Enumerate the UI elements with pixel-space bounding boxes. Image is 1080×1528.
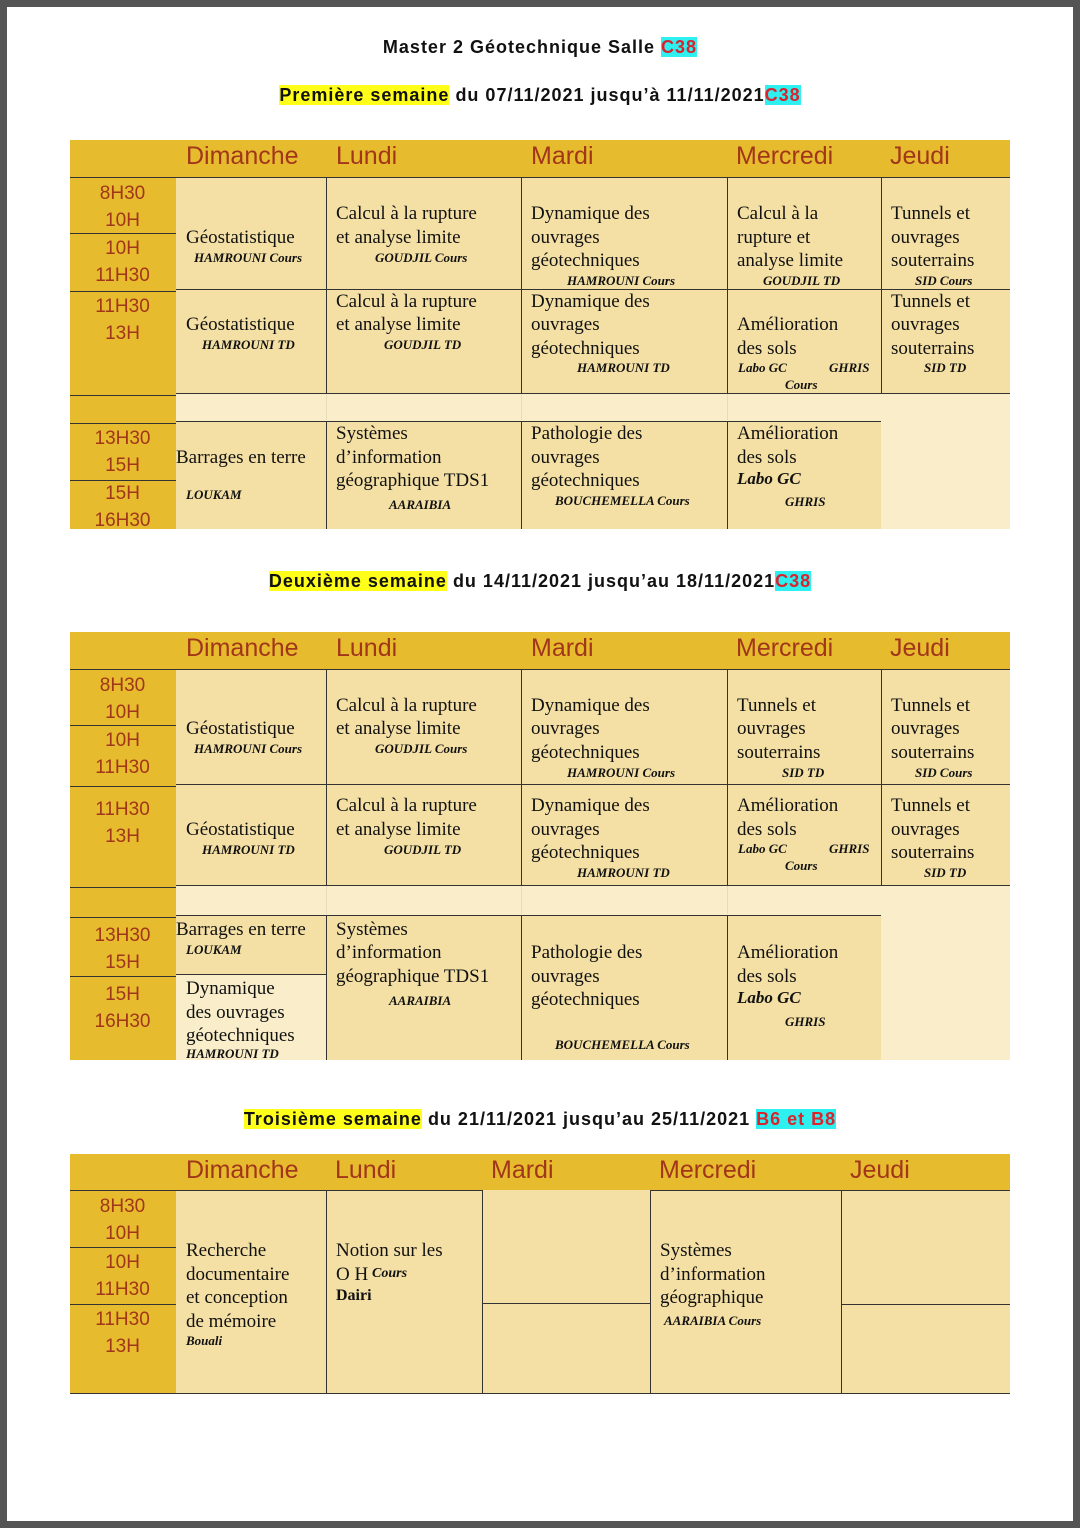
teacher: Bouali <box>186 1333 223 1348</box>
time-label: 13H <box>105 826 140 847</box>
time-label: 8H30 <box>99 1196 146 1217</box>
subject: des ouvrages <box>186 1002 285 1023</box>
day-header-jeudi: Jeudi <box>890 142 950 170</box>
subject: Systèmes <box>336 423 408 444</box>
time-label: 10H <box>105 210 140 231</box>
time-label: 10H <box>105 1223 140 1244</box>
w3-mardi <box>482 1190 650 1394</box>
time-label: 15H <box>105 984 140 1005</box>
subject: et analyse limite <box>336 227 461 248</box>
divider <box>70 395 176 396</box>
subject: Tunnels et <box>891 203 971 224</box>
divider <box>521 394 522 420</box>
subject: Calcul à la rupture <box>336 291 477 312</box>
subject: d’information <box>336 942 442 963</box>
divider <box>326 394 327 420</box>
time-label: 16H30 <box>94 1011 151 1032</box>
week2-label: Deuxième semaine <box>268 571 447 591</box>
subject: Amélioration <box>737 942 839 963</box>
time-label: 10H <box>105 702 140 723</box>
teacher: BOUCHEMELLA Cours <box>555 1037 690 1052</box>
subject: géotechniques <box>531 742 640 763</box>
divider <box>521 886 522 914</box>
w2-break-row <box>176 886 881 916</box>
subject: et analyse limite <box>336 718 461 739</box>
subject: des sols <box>737 338 797 359</box>
divider <box>70 786 176 787</box>
subject: analyse limite <box>737 250 844 271</box>
teacher: AARAIBIA <box>389 497 452 512</box>
subject: Pathologie des <box>531 423 643 444</box>
teacher: GHRIS <box>829 360 870 375</box>
w2-b-mardi <box>521 785 727 886</box>
teacher: GHRIS <box>829 841 870 856</box>
w1-jeudi-empty <box>881 394 1010 529</box>
divider <box>483 1303 650 1304</box>
divider <box>70 1304 176 1305</box>
w2-a-mardi <box>521 669 727 785</box>
subject: Tunnels et <box>891 291 971 312</box>
teacher: Cours <box>372 1266 408 1281</box>
w1-c-dimanche <box>176 422 326 529</box>
week3-range: du 21/11/2021 jusqu’au 25/11/2021 <box>427 1109 751 1129</box>
subject: géotechniques <box>531 250 640 271</box>
week1-label: Première semaine <box>279 85 450 105</box>
teacher: SID TD <box>782 765 825 780</box>
w3-mercredi <box>650 1190 841 1394</box>
time-label: 13H30 <box>94 925 151 946</box>
day-header-jeudi: Jeudi <box>850 1156 910 1184</box>
teacher: GOUDJIL TD <box>763 273 841 288</box>
divider <box>727 394 728 420</box>
week3-room-badge: B6 et B8 <box>756 1109 837 1129</box>
subject: des sols <box>737 819 797 840</box>
week1-room-badge: C38 <box>764 85 801 105</box>
w2-c-mardi <box>521 916 727 1060</box>
w1-a-mercredi <box>727 177 881 290</box>
divider <box>70 725 176 726</box>
w2-b-dimanche <box>176 785 326 886</box>
teacher: SID TD <box>924 360 967 375</box>
teacher: GOUDJIL Cours <box>375 250 468 265</box>
subject: géographique TDS1 <box>336 966 490 987</box>
subject: Tunnels et <box>891 795 971 816</box>
subject: des sols <box>737 966 797 987</box>
subject: ouvrages <box>891 314 960 335</box>
subject: Dynamique des <box>531 695 650 716</box>
subject: géotechniques <box>531 989 640 1010</box>
subject: d’information <box>660 1264 766 1285</box>
w2-b-mercredi <box>727 785 881 886</box>
subject: ouvrages <box>531 718 600 739</box>
subject: Calcul à la rupture <box>336 203 477 224</box>
day-header-mardi: Mardi <box>531 634 594 662</box>
subject: ouvrages <box>737 718 806 739</box>
subject: et analyse limite <box>336 819 461 840</box>
title-room-badge: C38 <box>661 37 698 57</box>
divider <box>70 423 176 424</box>
teacher: HAMROUNI Cours <box>194 250 303 265</box>
time-label: 13H <box>105 1336 140 1357</box>
day-header-mardi: Mardi <box>491 1156 554 1184</box>
subject: souterrains <box>891 338 975 359</box>
subject: ouvrages <box>891 819 960 840</box>
time-label: 11H30 <box>95 757 150 778</box>
week3-time-column <box>70 1190 176 1394</box>
teacher: SID Cours <box>915 273 973 288</box>
week2-room-badge: C38 <box>775 571 812 591</box>
day-header-jeudi: Jeudi <box>890 634 950 662</box>
day-header-lundi: Lundi <box>335 1156 397 1184</box>
subject: ouvrages <box>531 227 600 248</box>
page <box>7 7 1073 1521</box>
w1-b-mardi <box>521 290 727 394</box>
subject: Dynamique des <box>531 203 650 224</box>
subject: des sols <box>737 447 797 468</box>
w2-a-lundi <box>326 669 521 785</box>
subject: Calcul à la rupture <box>336 795 477 816</box>
teacher: HAMROUNI TD <box>202 337 295 352</box>
w2-jeudi-empty <box>881 886 1010 1060</box>
w1-b-mercredi <box>727 290 881 394</box>
subject: ouvrages <box>531 966 600 987</box>
day-header-mercredi: Mercredi <box>736 142 834 170</box>
subject: ouvrages <box>531 819 600 840</box>
week2-header-row <box>70 632 1010 669</box>
subject: et analyse limite <box>336 314 461 335</box>
teacher: HAMROUNI TD <box>202 842 295 857</box>
w1-a-lundi <box>326 177 521 290</box>
time-label: 11H30 <box>95 1309 150 1330</box>
subject: Amélioration <box>737 314 839 335</box>
teacher: Cours <box>785 377 818 392</box>
week2-heading <box>7 571 1073 592</box>
subject: Calcul à la rupture <box>336 695 477 716</box>
subject: Pathologie des <box>531 942 643 963</box>
w1-a-mardi <box>521 177 727 290</box>
subject: documentaire <box>186 1264 290 1285</box>
document-title <box>7 37 1073 58</box>
subject: Géostatistique <box>186 227 295 248</box>
time-label: 10H <box>105 238 140 259</box>
teacher: GHRIS <box>785 1014 826 1029</box>
subject: Systèmes <box>336 919 408 940</box>
subject: et conception <box>186 1287 288 1308</box>
subject: géotechniques <box>531 338 640 359</box>
week2-table <box>70 632 1010 1060</box>
day-header-dimanche: Dimanche <box>186 1156 299 1184</box>
divider <box>326 886 327 914</box>
teacher: Labo GC <box>738 841 787 856</box>
teacher: LOUKAM <box>186 487 242 502</box>
day-header-dimanche: Dimanche <box>186 142 299 170</box>
subject: Barrages en terre <box>176 919 306 940</box>
time-label: 8H30 <box>99 183 146 204</box>
teacher: HAMROUNI TD <box>577 360 670 375</box>
teacher: Cours <box>785 858 818 873</box>
w2-c-lundi <box>326 916 521 1060</box>
teacher: BOUCHEMELLA Cours <box>555 493 690 508</box>
divider <box>70 233 176 234</box>
subject: géographique <box>660 1287 764 1308</box>
teacher: HAMROUNI Cours <box>567 765 676 780</box>
teacher: AARAIBIA Cours <box>664 1313 762 1328</box>
subject: Dynamique des <box>531 291 650 312</box>
week3-heading <box>7 1109 1073 1130</box>
teacher: GOUDJIL TD <box>384 842 462 857</box>
teacher: GOUDJIL TD <box>384 337 462 352</box>
w2-a-jeudi <box>881 669 1010 785</box>
teacher: Labo GC <box>737 988 801 1007</box>
day-header-lundi: Lundi <box>336 142 398 170</box>
w2-a-dimanche <box>176 669 326 785</box>
w1-a-jeudi <box>881 177 1010 290</box>
subject: O H <box>336 1264 369 1285</box>
subject: Dynamique des <box>531 795 650 816</box>
title-text: Master 2 Géotechnique Salle <box>382 37 656 57</box>
w1-c-mardi <box>521 422 727 529</box>
w2-a-mercredi <box>727 669 881 785</box>
subject: Calcul à la <box>737 203 819 224</box>
time-label: 16H30 <box>94 510 151 529</box>
time-label: 15H <box>105 952 140 973</box>
subject: d’information <box>336 447 442 468</box>
subject: souterrains <box>891 742 975 763</box>
teacher: LOUKAM <box>186 942 242 957</box>
time-label: 11H30 <box>95 265 150 286</box>
week2-range: du 14/11/2021 jusqu’au 18/11/2021 <box>452 571 776 591</box>
time-label: 15H <box>105 483 140 504</box>
subject: Géostatistique <box>186 718 295 739</box>
subject: souterrains <box>891 250 975 271</box>
subject: Géostatistique <box>186 314 295 335</box>
w2-c-dimanche-2 <box>176 975 326 1060</box>
week1-time-column <box>70 177 176 529</box>
w2-c-dimanche-1 <box>176 916 326 975</box>
teacher: GHRIS <box>785 494 826 509</box>
week3-header-row <box>70 1154 1010 1190</box>
teacher: HAMROUNI Cours <box>194 741 303 756</box>
subject: Recherche <box>186 1240 267 1261</box>
time-label: 15H <box>105 455 140 476</box>
time-label: 11H30 <box>95 296 150 317</box>
teacher: GOUDJIL Cours <box>375 741 468 756</box>
teacher: AARAIBIA <box>389 993 452 1008</box>
subject: ouvrages <box>891 227 960 248</box>
w1-b-dimanche <box>176 290 326 394</box>
subject: géographique TDS1 <box>336 470 490 491</box>
teacher: HAMROUNI TD <box>186 1046 279 1060</box>
w2-b-lundi <box>326 785 521 886</box>
week1-header-row <box>70 140 1010 177</box>
time-label: 10H <box>105 1252 140 1273</box>
week2-time-column <box>70 669 176 1060</box>
time-label: 11H30 <box>95 799 150 820</box>
time-label: 8H30 <box>99 675 146 696</box>
divider <box>727 886 728 914</box>
teacher: Dairi <box>336 1287 372 1304</box>
subject: ouvrages <box>531 447 600 468</box>
divider <box>70 917 176 918</box>
week1-table <box>70 140 1010 529</box>
subject: ouvrages <box>531 314 600 335</box>
w3-jeudi <box>841 1190 1010 1394</box>
subject: ouvrages <box>891 718 960 739</box>
subject: géotechniques <box>531 470 640 491</box>
week3-table <box>70 1154 1010 1394</box>
w3-dimanche <box>176 1190 326 1394</box>
time-label: 10H <box>105 730 140 751</box>
subject: Amélioration <box>737 423 839 444</box>
subject: souterrains <box>737 742 821 763</box>
w1-a-dimanche <box>176 177 326 290</box>
w3-lundi <box>326 1190 482 1394</box>
w1-c-mercredi <box>727 422 881 529</box>
divider <box>70 887 176 888</box>
divider <box>70 976 176 977</box>
subject: de mémoire <box>186 1311 277 1332</box>
week3-label: Troisième semaine <box>243 1109 422 1129</box>
divider <box>70 1247 176 1248</box>
teacher: Labo GC <box>738 360 787 375</box>
day-header-mercredi: Mercredi <box>736 634 834 662</box>
subject: Amélioration <box>737 795 839 816</box>
teacher: SID Cours <box>915 765 973 780</box>
teacher: HAMROUNI TD <box>577 865 670 880</box>
subject: Notion sur les <box>336 1240 443 1261</box>
divider <box>70 291 176 292</box>
time-label: 13H30 <box>94 428 151 449</box>
w1-b-lundi <box>326 290 521 394</box>
subject: géotechniques <box>186 1025 295 1046</box>
subject: Dynamique <box>186 978 275 999</box>
teacher: Labo GC <box>737 469 801 488</box>
day-header-dimanche: Dimanche <box>186 634 299 662</box>
subject: Systèmes <box>660 1240 732 1261</box>
subject: géotechniques <box>531 842 640 863</box>
time-label: 13H <box>105 323 140 344</box>
w2-c-mercredi <box>727 916 881 1060</box>
day-header-lundi: Lundi <box>336 634 398 662</box>
subject: rupture et <box>737 227 811 248</box>
week1-range: du 07/11/2021 jusqu’à 11/11/2021 <box>455 85 765 105</box>
subject: Tunnels et <box>891 695 971 716</box>
subject: Géostatistique <box>186 819 295 840</box>
teacher: HAMROUNI Cours <box>567 273 676 288</box>
w1-break-row <box>176 394 881 422</box>
week1-heading <box>7 85 1073 106</box>
subject: Barrages en terre <box>176 447 306 468</box>
subject: souterrains <box>891 842 975 863</box>
day-header-mardi: Mardi <box>531 142 594 170</box>
subject: Tunnels et <box>737 695 817 716</box>
w1-c-lundi <box>326 422 521 529</box>
teacher: SID TD <box>924 865 967 880</box>
divider <box>842 1304 1010 1305</box>
day-header-mercredi: Mercredi <box>659 1156 757 1184</box>
w1-b-jeudi <box>881 290 1010 394</box>
time-label: 11H30 <box>95 1279 150 1300</box>
w2-b-jeudi <box>881 785 1010 886</box>
